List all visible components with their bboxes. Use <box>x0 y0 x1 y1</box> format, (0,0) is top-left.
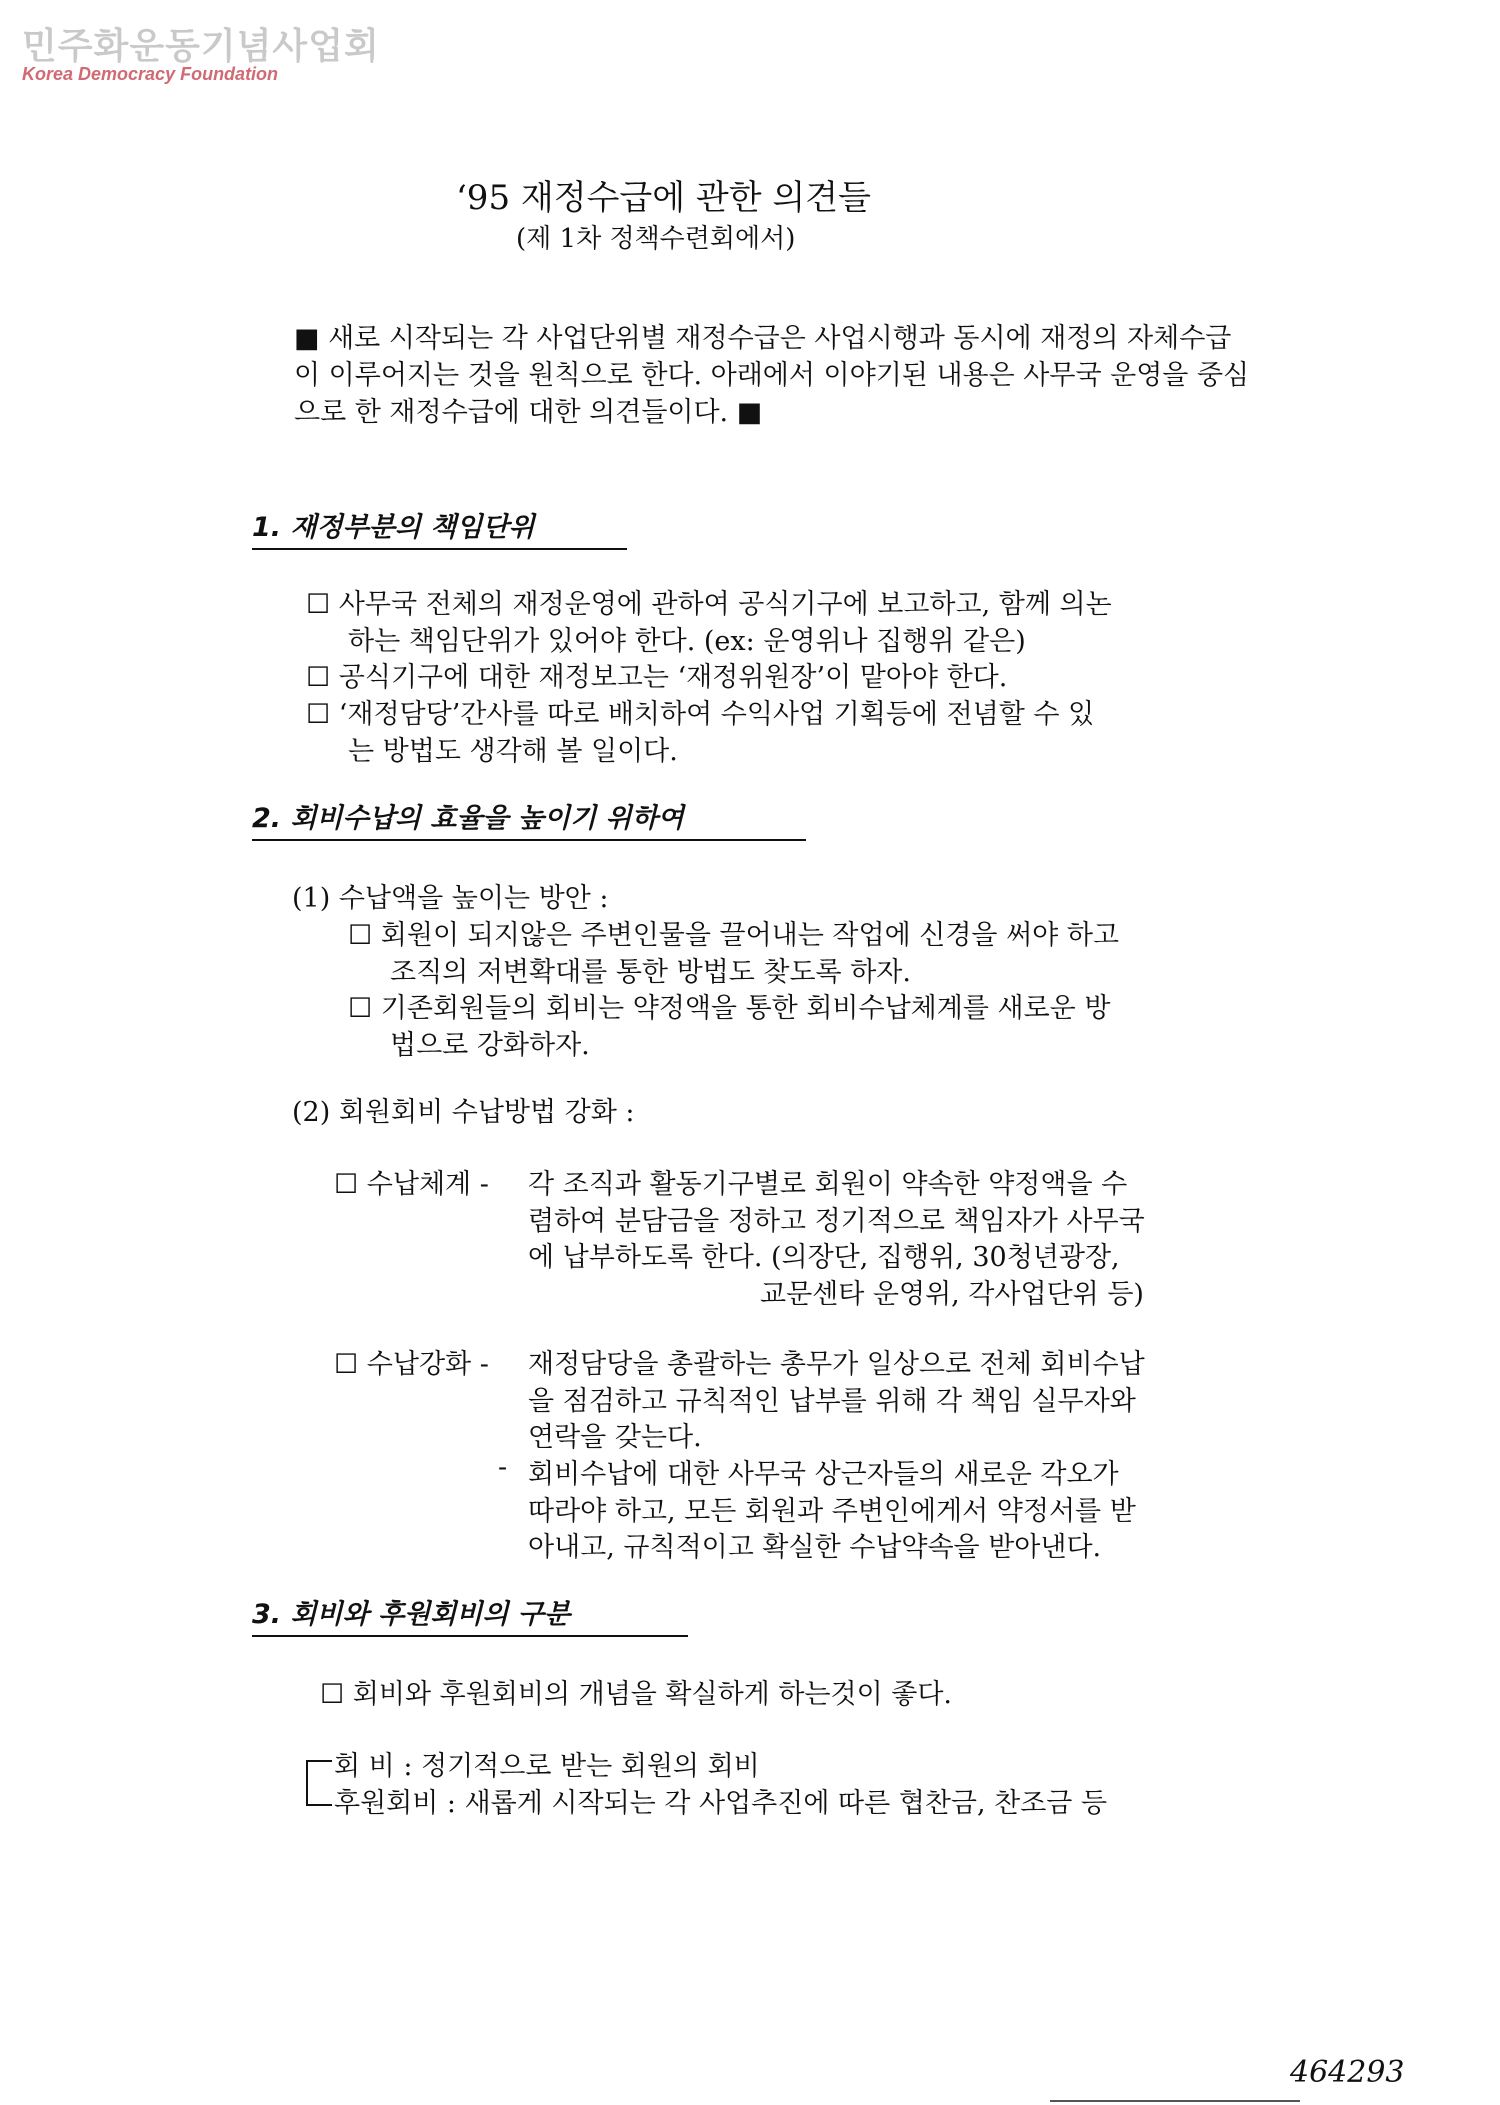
s2-system-line1: 각 조직과 활동기구별로 회원이 약속한 약정액을 수 <box>528 1169 1128 1200</box>
s1-item3-line2: 는 방법도 생각해 볼 일이다. <box>348 736 678 767</box>
s3-item: ☐ 회비와 후원회비의 개념을 확실하게 하는것이 좋다. <box>320 1679 953 1710</box>
s2-system-line2: 렴하여 분담금을 정하고 정기적으로 책임자가 사무국 <box>528 1206 1145 1237</box>
s2-reinforce-line1: 재정담당을 총괄하는 총무가 일상으로 전체 회비수납 <box>528 1349 1145 1380</box>
section1-heading: 1. 재정부분의 책임단위 <box>252 505 627 550</box>
s2-sub1-title: (1) 수납액을 높이는 방안 : <box>292 883 609 914</box>
s2-sub1-item2-line2: 법으로 강화하자. <box>390 1030 590 1061</box>
s1-item1-line1: ☐ 사무국 전체의 재정운영에 관하여 공식기구에 보고하고, 함께 의논 <box>306 589 1112 620</box>
s2-reinforce2-line3: 아내고, 규칙적이고 확실한 수납약속을 받아낸다. <box>528 1532 1102 1563</box>
s2-system-line4: 교문센타 운영위, 각사업단위 등) <box>760 1279 1144 1310</box>
s2-system-label: ☐ 수납체계 - <box>334 1169 489 1200</box>
logo-english: Korea Democracy Foundation <box>22 64 279 84</box>
s1-item2-line1: ☐ 공식기구에 대한 재정보고는 ‘재정위원장’이 맡아야 한다. <box>306 662 1008 693</box>
s1-item3-line1: ☐ ‘재정담당’간사를 따로 배치하여 수익사업 기획등에 전념할 수 있 <box>306 699 1095 730</box>
document-subtitle: (제 1차 정책수련회에서) <box>516 224 796 254</box>
s1-item1-line2: 하는 책임단위가 있어야 한다. (ex: 운영위나 집행위 같은) <box>348 626 1026 657</box>
s2-sub1-item1-line2: 조직의 저변확대를 통한 방법도 찾도록 하자. <box>390 957 911 988</box>
s2-sub1-item1-line1: ☐ 회원이 되지않은 주변인물을 끌어내는 작업에 신경을 써야 하고 <box>348 920 1119 951</box>
s2-sub1-item2-line1: ☐ 기존회원들의 회비는 약정액을 통한 회비수납체계를 새로운 방 <box>348 993 1111 1024</box>
s3-definition-support-fee: 후원회비 : 새롭게 시작되는 각 사업추진에 따른 협찬금, 찬조금 등 <box>334 1788 1108 1819</box>
section2-heading: 2. 회비수납의 효율을 높이기 위하여 <box>252 796 806 841</box>
intro-paragraph: ■ 새로 시작되는 각 사업단위별 재정수급은 사업시행과 동시에 재정의 자체수급이 이루어지는 것을 원칙으로 한다. 아래에서 이야기된 내용은 사무국 운영을 중심으로 한 재정수급에 대한 의견들이다. ■ <box>294 323 1250 428</box>
s3-definition-membership-fee: 회 비 : 정기적으로 받는 회원의 회비 <box>334 1751 760 1782</box>
s2-reinforce-line3: 연락을 갖는다. <box>528 1422 702 1453</box>
s2-reinforce2-line1: 회비수납에 대한 사무국 상근자들의 새로운 각오가 <box>528 1459 1119 1490</box>
s2-system-line3: 에 납부하도록 한다. (의장단, 집행위, 30청년광장, <box>528 1242 1120 1273</box>
footer-divider <box>1050 2100 1300 2102</box>
section3-heading: 3. 회비와 후원회비의 구분 <box>252 1592 688 1637</box>
s2-sub2-title: (2) 회원회비 수납방법 강화 : <box>292 1097 635 1128</box>
s2-reinforce-line2: 을 점검하고 규칙적인 납부를 위해 각 책임 실무자와 <box>528 1386 1136 1417</box>
s2-reinforce-label: ☐ 수납강화 - <box>334 1349 489 1380</box>
page-number: 464293 <box>1290 2055 1405 2090</box>
document-title: ‘95 재정수급에 관한 의견들 <box>456 178 871 218</box>
definition-bracket <box>306 1760 332 1806</box>
s2-reinforce2-line2: 따라야 하고, 모든 회원과 주변인에게서 약정서를 받 <box>528 1496 1136 1527</box>
logo-korean: 민주화운동기념사업회 <box>22 26 380 67</box>
s2-reinforce-dash: - <box>498 1452 508 1483</box>
